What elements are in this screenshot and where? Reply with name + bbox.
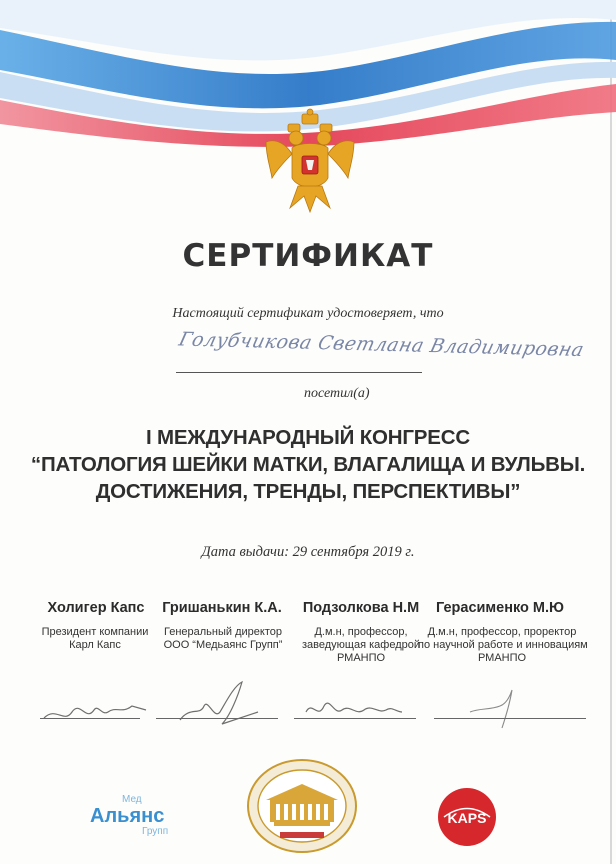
signature-line-2 [156, 718, 278, 719]
certificate-title: СЕРТИФИКАТ [182, 238, 434, 274]
signatory-name-1: Холигер Капс [47, 600, 145, 616]
coat-of-arms-emblem [262, 108, 358, 216]
alliance-logo-bottom: Групп [142, 826, 169, 837]
certifies-text: Настоящий сертификат удостоверяет, что [172, 306, 444, 321]
signatory-role-2-line-2: ООО “Медьаянс Групп” [163, 639, 283, 651]
signatory-role-2 [156, 626, 290, 652]
signature-line-3 [294, 718, 416, 719]
issue-date: Дата выдачи: 29 сентября 2019 г. [201, 544, 415, 560]
signatory-role-1-line-2: Карл Капс [69, 639, 121, 651]
medalliance-logo [82, 790, 202, 840]
signatory-role-3-line-2: заведующая кафедрой [301, 639, 420, 651]
signature-line-1 [40, 718, 140, 719]
signatory-role-3 [294, 626, 428, 665]
signatory-role-1-line-1: Президент компании [41, 626, 149, 638]
signature-2 [160, 676, 290, 736]
congress-title-line-2: “ПАТОЛОГИЯ ШЕЙКИ МАТКИ, ВЛАГАЛИЩА И ВУЛЬВЫ. [30, 453, 586, 476]
attended-text: посетил(а) [304, 386, 370, 401]
congress-title-line-3: ДОСТИЖЕНИЯ, ТРЕНДЫ, ПЕРСПЕКТИВЫ” [95, 480, 521, 503]
signatory-role-3-line-1: Д.м.н, профессор, [314, 626, 408, 638]
signatory-role-2-line-1: Генеральный директор [164, 626, 282, 638]
signatory-role-3-line-3: РМАНПО [336, 652, 386, 664]
signatory-name-2: Гришанькин К.А. [162, 600, 282, 616]
signatory-role-4-line-2: по научной работе и инновациям [418, 639, 588, 651]
kaps-logo [436, 786, 498, 848]
signatory-role-4-line-3: РМАНПО [477, 652, 527, 664]
academy-seal-logo [244, 756, 360, 856]
alliance-logo-main: Альянс [90, 805, 165, 827]
signatory-role-4 [418, 626, 586, 665]
signatory-role-1 [30, 626, 160, 652]
signatory-name-4: Герасименко М.Ю [435, 600, 564, 616]
recipient-handwritten-name: Голубчикова Светлана Владимировна [176, 328, 587, 362]
signature-line-4 [434, 718, 586, 719]
signature-3 [298, 676, 428, 736]
signatory-name-3: Подзолкова Н.М [302, 600, 420, 616]
alliance-logo-top: Мед [122, 794, 142, 805]
signature-4 [440, 676, 570, 736]
recipient-name-line [176, 372, 422, 373]
signature-1 [36, 676, 166, 736]
congress-title-line-1: I МЕЖДУНАРОДНЫЙ КОНГРЕСС [146, 426, 470, 449]
kaps-logo-text: KAPS [447, 810, 487, 826]
signatory-role-4-line-1: Д.м.н, профессор, проректор [427, 626, 577, 638]
